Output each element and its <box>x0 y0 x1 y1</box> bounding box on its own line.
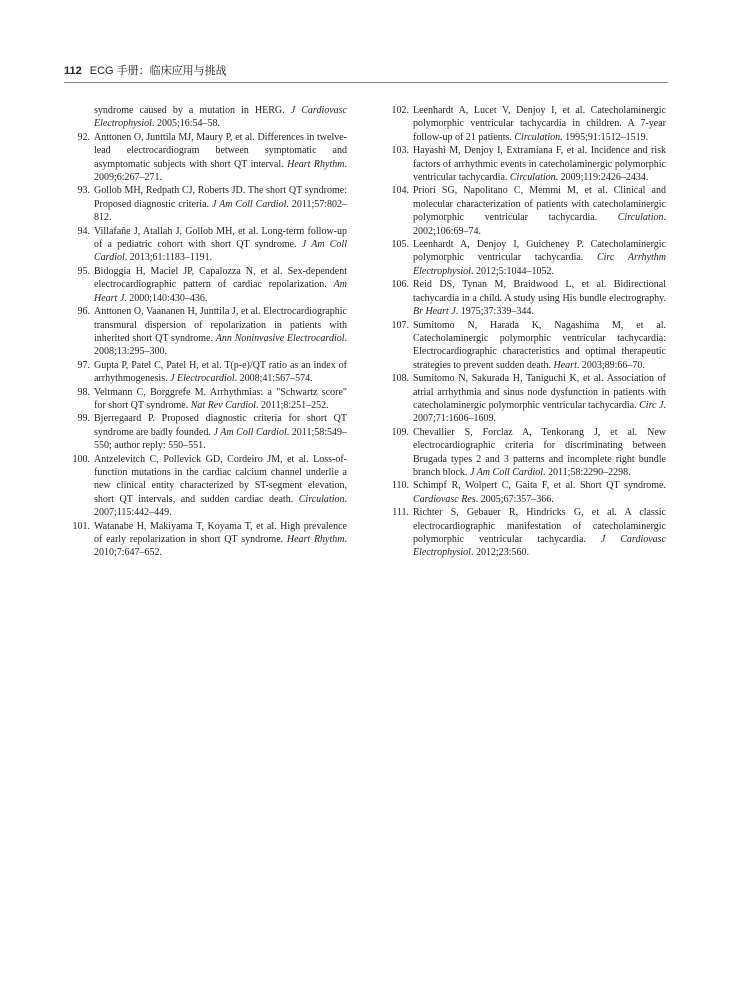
ref-number: 97. <box>77 359 90 371</box>
reference-continued <box>64 104 347 131</box>
reference-item <box>64 265 347 305</box>
reference-item <box>64 359 347 386</box>
ref-text: Villafañe J, Atallah J, Gollob MH, et al. Long-term follow-up of a pediatric cohort with short QT syndrome. <box>94 225 347 251</box>
header-rule <box>64 82 668 83</box>
ref-journal: J Am Coll Cardiol <box>94 239 347 264</box>
ref-citation: . 2009;119:2426–2434. <box>555 172 649 184</box>
ref-number: 104. <box>391 185 409 197</box>
ref-number: 95. <box>77 265 90 277</box>
ref-text: Priori SG, Napolitano C, Memmi M, et al. Clinical and molecular characterization of patients with catecholaminergic polymorphic ventricular tachycardia. <box>413 185 666 224</box>
ref-number: 106. <box>391 279 409 291</box>
ref-journal: Nat Rev Cardiol <box>190 399 256 411</box>
ref-journal: Circulation <box>509 172 556 184</box>
ref-number: 110. <box>391 480 409 492</box>
ref-text: Schimpf R, Wolpert C, Gaita F, et al. Short QT syndrome. <box>413 480 666 492</box>
reference-item <box>64 453 347 520</box>
ref-journal: Circulation <box>617 212 664 224</box>
ref-journal: J Cardiovasc Electrophysiol <box>94 105 347 130</box>
reference-item <box>64 386 347 413</box>
ref-citation: . 2011;58:549–550; author reply: 550–551. <box>94 426 347 452</box>
ref-text: Reid DS, Tynan M, Braidwood L, et al. Bidirectional tachycardia in a child. A study using His bundle electrography. <box>413 279 666 304</box>
ref-journal: Cardiovasc Res <box>413 493 476 505</box>
right-column <box>383 104 666 560</box>
ref-text: Bjerregaard P. Proposed diagnostic criteria for short QT syndrome are badly founded. <box>94 413 347 438</box>
reference-item <box>383 104 666 144</box>
ref-citation: . 2007;71:1606–1609. <box>413 399 666 425</box>
ref-journal: Circulation <box>514 131 561 143</box>
ref-citation: . 2007;115:442–449. <box>94 493 347 519</box>
ref-journal: Br Heart J <box>413 306 456 318</box>
reference-item <box>64 131 347 185</box>
reference-item <box>64 412 347 452</box>
reference-item <box>64 225 347 265</box>
ref-text: Leenhardt A, Denjoy I, Guicheney P. Catecholaminergic polymorphic ventricular tachycardia. <box>413 239 666 264</box>
ref-number: 92. <box>77 131 90 143</box>
ref-citation: . 2005;67:357–366. <box>475 493 554 505</box>
ref-citation: . 2008;41:567–574. <box>234 373 313 385</box>
ref-text: Chevallier S, Forclaz A, Tenkorang J, et al. New electrocardiographic criteria for discriminating between Brugada types 2 and 3 patterns and incomplete right bundle branch block. <box>413 426 666 478</box>
ref-text: Sumitomo N, Sakurada H, Taniguchi K, et al. Association of atrial arrhythmia and sinus node dysfunction in patients with catecholaminergic polymorphic ventricular tachycardia. <box>413 373 666 411</box>
ref-number: 93. <box>77 185 90 197</box>
ref-text: Richter S, Gebauer R, Hindricks G, et al. A classic electrocardiographic manifestation of catecholaminergic polymorphic ventricular tachycardia. <box>413 507 666 545</box>
ref-citation: . 2002;106:69–74. <box>413 212 666 237</box>
reference-item <box>383 184 666 238</box>
ref-number: 108. <box>391 373 409 385</box>
ref-citation: . 2011;58:2290–2298. <box>543 466 631 478</box>
ref-journal: J Am Coll Cardiol <box>469 466 543 478</box>
ref-citation: . 1975;37:339–344. <box>455 306 534 318</box>
ref-text: Leenhardt A, Lucet V, Denjoy I, et al. Catecholaminergic polymorphic ventricular tachycardia in children. A 7-year follow-up of 21 patients. <box>413 105 666 143</box>
ref-text: syndrome caused by a mutation in HERG. <box>94 105 291 116</box>
ref-number: 94. <box>77 225 90 237</box>
ref-journal: Circulation <box>298 493 345 505</box>
ref-number: 98. <box>77 386 90 398</box>
ref-number: 101. <box>72 520 90 532</box>
ref-citation: . 2011;8:251–252. <box>255 399 329 411</box>
ref-citation: . 2010;7:647–652. <box>94 534 347 559</box>
ref-text: Hayashi M, Denjoy I, Extramiana F, et al. Incidence and risk factors of arrhythmic events in catecholaminergic polymorphic ventricular tachycardia. <box>413 145 666 184</box>
ref-journal: Heart Rhythm <box>287 158 345 170</box>
ref-citation: . 2008;13:295–300. <box>94 332 347 358</box>
ref-journal: Circ Arrhythm Electrophysiol <box>413 252 666 277</box>
reference-item <box>383 506 666 560</box>
ref-number: 96. <box>77 306 90 318</box>
ref-citation: . 2003;89:66–70. <box>576 359 645 371</box>
ref-journal: J Am Coll Cardiol <box>213 426 287 438</box>
reference-item <box>383 319 666 373</box>
ref-citation: . 2005;16:54–58. <box>151 118 221 130</box>
ref-citation: . 2011;57:802–812. <box>94 198 348 224</box>
reference-item <box>64 520 347 560</box>
ref-number: 111. <box>392 507 409 519</box>
ref-journal: Heart <box>553 359 577 371</box>
ref-citation: . 2012;23:560. <box>470 547 530 559</box>
ref-citation: . 2012;5:1044–1052. <box>470 265 555 277</box>
ref-text: Watanabe H, Makiyama T, Koyama T, et al. High prevalence of early repolarization in short QT syndrome. <box>94 520 347 545</box>
ref-text: Antzelevitch C, Pollevick GD, Cordeiro JM, et al. Loss-of-function mutations in the cardiac calcium channel underlie a new clinical entity characterized by ST-segment elevation, short QT intervals, and sudden cardiac death. <box>94 453 347 505</box>
reference-item <box>383 372 666 426</box>
ref-journal: J Electrocardiol <box>170 373 235 385</box>
ref-citation: . 2009;6:267–271. <box>94 158 347 184</box>
ref-citation: . 2000;140:430–436. <box>124 292 208 304</box>
book-title: ECG 手册：临床应用与挑战 <box>89 65 227 77</box>
ref-text: Bidoggia H, Maciel JP, Capalozza N, et al. Sex-dependent electrocardiographic pattern of cardiac repolarization. <box>94 265 347 291</box>
ref-number: 105. <box>391 239 409 251</box>
reference-item <box>64 184 347 224</box>
ref-text: Sumitomo N, Harada K, Nagashima M, et al. Catecholaminergic polymorphic ventricular tachycardia: Electrocardiographic characteristics and optimal therapeutic strategies to prevent sudden death. <box>413 319 666 371</box>
ref-text: Gupta P, Patel C, Patel H, et al. T(p-e)/QT ratio as an index of arrhythmogenesis. <box>94 359 347 385</box>
ref-number: 109. <box>391 426 409 438</box>
ref-text: Gollob MH, Redpath CJ, Roberts JD. The short QT syndrome: Proposed diagnostic criteria. <box>94 185 347 210</box>
ref-number: 103. <box>391 145 409 157</box>
left-column <box>64 104 347 560</box>
reference-item <box>383 238 666 278</box>
running-header <box>64 62 227 78</box>
ref-text: Veltmann C, Borggrefe M. Arrhythmias: a "Schwartz score" for short QT syndrome. <box>94 386 347 411</box>
reference-item <box>383 479 666 506</box>
ref-text: Anttonen O, Junttila MJ, Maury P, et al. Differences in twelve-lead electrocardiogram between symptomatic and asymptomatic subjects with short QT interval. <box>94 131 347 170</box>
ref-journal: Ann Noninvasive Electrocardiol <box>215 332 345 344</box>
ref-number: 107. <box>391 319 409 331</box>
reference-item <box>383 278 666 318</box>
reference-item <box>64 305 347 359</box>
ref-citation: . 2013;61:1183–1191. <box>124 252 213 264</box>
ref-citation: . 1995;91:1512–1519. <box>560 131 649 143</box>
ref-text: Anttonen O, Vaananen H, Junttila J, et al. Electrocardiographic transmural dispersion of repolarization in patients with inherited short QT syndrome. <box>94 306 347 344</box>
ref-number: 102. <box>391 105 409 116</box>
ref-number: 99. <box>77 413 90 425</box>
ref-journal: Circ J <box>639 399 664 411</box>
ref-number: 100. <box>72 453 90 465</box>
ref-journal: Heart Rhythm <box>286 534 345 545</box>
ref-journal: J Cardiovasc Electrophysiol <box>413 534 666 559</box>
ref-journal: Am Heart J <box>94 279 347 304</box>
reference-item <box>383 144 666 184</box>
reference-item <box>383 426 666 480</box>
page-number: 112 <box>64 65 82 77</box>
ref-journal: J Am Coll Cardiol <box>211 198 287 210</box>
